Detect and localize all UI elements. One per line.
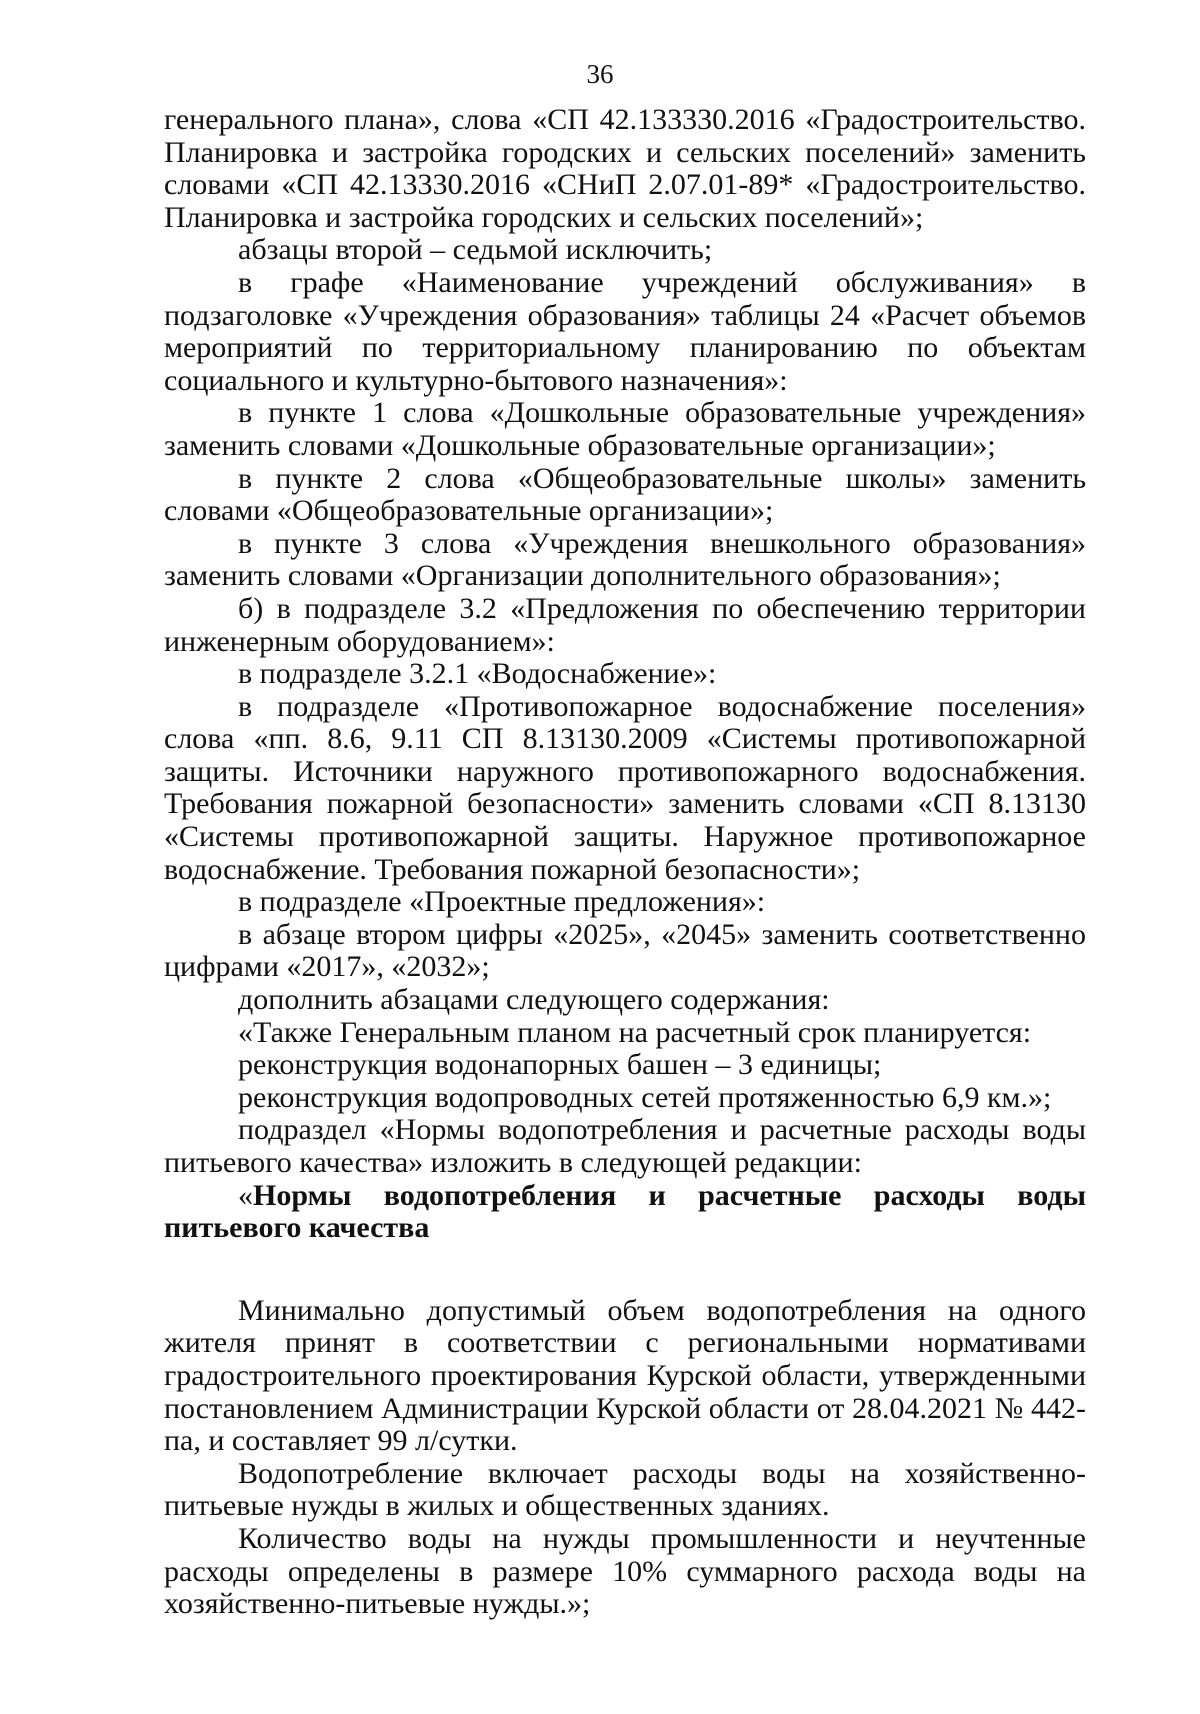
section-heading (164, 1180, 1086, 1245)
paragraph: в абзаце втором цифры «2025», «2045» заменить соответственно цифрами «2017», «2032»; (164, 917, 1086, 984)
paragraph: в пункте 2 слова «Общеобразовательные школы» заменить словами «Общеобразовательные организации»; (164, 461, 1086, 528)
paragraph: подраздел «Нормы водопотребления и расчетные расходы воды питьевого качества» изложить в следующей редакции: (164, 1113, 1086, 1179)
paragraph: в пункте 1 слова «Дошкольные образовательные учреждения» заменить словами «Дошкольные образовательные организации»; (164, 396, 1086, 462)
paragraph: Количество воды на нужды промышленности и неучтенные расходы определены в размере 10% суммарного расхода воды на хозяйственно-питьевые нужды.»; (164, 1521, 1086, 1621)
paragraph: дополнить абзацами следующего содержания: (238, 983, 830, 1017)
paragraph: «Также Генеральным планом на расчетный срок планируется: (238, 1015, 1032, 1049)
page-number: 36 (586, 59, 614, 89)
paragraph: абзацы второй – седьмой исключить; (238, 233, 713, 267)
paragraph: Минимально допустимый объем водопотребления на одного жителя принят в соответствии с региональными нормативами градостроительного проектирования Курской области, утвержденными постановлением Администрации Курской области от 28.04.2021 № 442-па, и составляет 99 л/сутки. (164, 1293, 1086, 1458)
paragraph: в пункте 3 слова «Учреждения внешкольного образования» заменить словами «Организации дополнительного образования»; (164, 526, 1086, 593)
paragraph: в подразделе «Проектные предложения»: (238, 885, 766, 919)
paragraph: генерального плана», слова «СП 42.133330.2016 «Градостроительство. Планировка и застройка городских и сельских поселений» заменить словами «СП 42.13330.2016 «СНиП 2.07.01-89* «Градостроительство. Планировка и застройка городских и сельских поселений»; (164, 103, 1086, 234)
paragraph: в подразделе 3.2.1 «Водоснабжение»: (238, 657, 717, 691)
paragraph: в графе «Наименование учреждений обслуживания» в подзаголовке «Учреждения образования» таблицы 24 «Расчет объемов мероприятий по территориальному планированию по объектам социального и культурно-бытового назначения»: (164, 265, 1086, 397)
heading-open-quote: « (238, 1178, 253, 1212)
paragraph: Водопотребление включает расходы воды на хозяйственно-питьевые нужды в жилых и общественных зданиях. (164, 1456, 1086, 1523)
paragraph: реконструкция водопроводных сетей протяженностью 6,9 км.»; (238, 1080, 1052, 1114)
paragraph: в подразделе «Противопожарное водоснабжение поселения» слова «пп. 8.6, 9.11 СП 8.13130.2009 «Системы противопожарной защиты. Источники наружного противопожарного водоснабжения. Требования пожарной безопасности» заменить словами «СП 8.13130 «Системы противопожарной защиты. Наружное противопожарное водоснабжение. Требования пожарной безопасности»; (164, 689, 1086, 886)
heading-text: Нормы водопотребления и расчетные расходы воды питьевого качества (164, 1178, 1086, 1245)
document-body (164, 104, 1086, 1621)
paragraph: б) в подразделе 3.2 «Предложения по обеспечению территории инженерным оборудованием»: (164, 591, 1086, 658)
paragraph: реконструкция водонапорных башен – 3 единицы; (238, 1048, 882, 1082)
spacer (164, 1245, 1086, 1295)
